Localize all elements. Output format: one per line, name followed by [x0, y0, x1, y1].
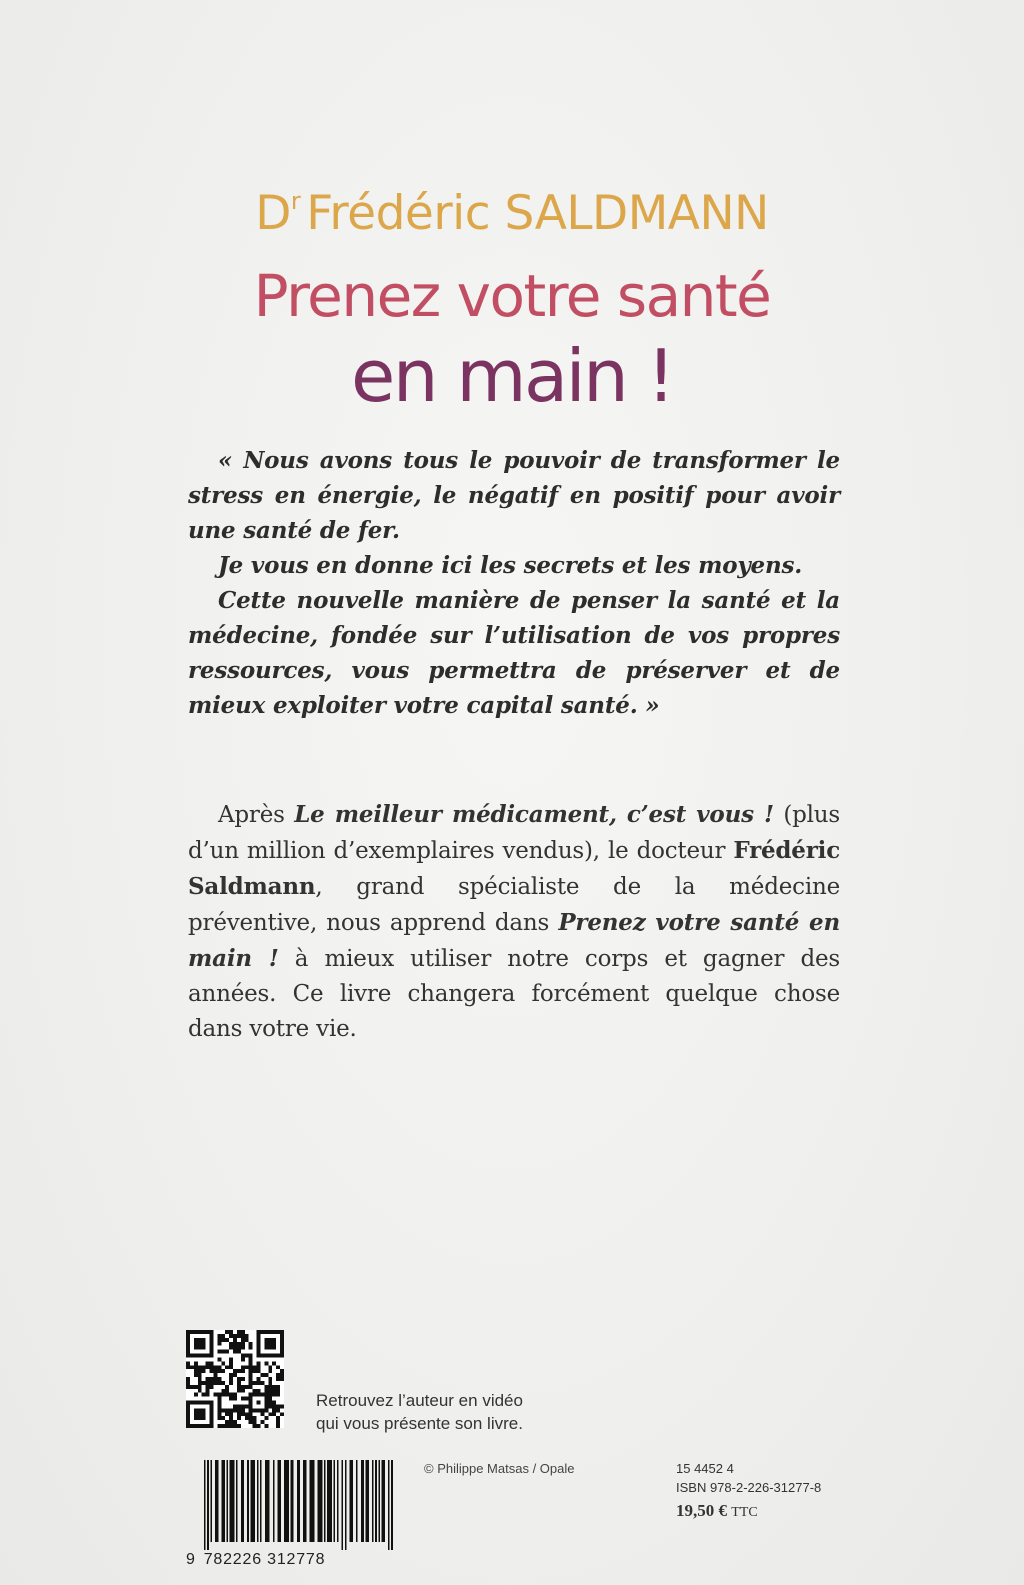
price-suffix: TTC	[731, 1505, 758, 1520]
barcode-icon	[204, 1460, 394, 1550]
blurb-author-name: Frédéric Saldmann	[188, 837, 840, 900]
qr-caption-line1: Retrouvez l’auteur en vidéo	[316, 1391, 523, 1410]
blurb-text-2: (plus d’un million d’exemplaires vendus), le docteur	[188, 802, 841, 864]
book-title-line2: en main !	[351, 334, 673, 418]
author-quote	[188, 443, 840, 723]
blurb-paragraph	[188, 797, 840, 1047]
book-title-line1: Prenez votre santé	[253, 262, 771, 330]
author-name	[0, 186, 1024, 241]
quote-paragraph-1: « Nous avons tous le pouvoir de transformer le stress en énergie, le négatif en positif pour avoir une santé de fer.	[188, 447, 840, 544]
photo-credit: © Philippe Matsas / Opale	[424, 1461, 575, 1476]
blurb-book-title-2: Prenez votre santé en main !	[188, 909, 840, 972]
author-prefix-sup: r	[290, 187, 301, 215]
blurb-book-title-1: Le meilleur médicament, c’est vous !	[294, 801, 774, 828]
qr-code-icon[interactable]	[186, 1330, 284, 1428]
barcode-digits	[186, 1551, 401, 1569]
quote-paragraph-2: Je vous en donne ici les secrets et les moyens.	[218, 552, 803, 579]
blurb-text-4: à mieux utiliser notre corps et gagner des années. Ce livre changera forcément quelque chose dans votre vie.	[188, 946, 840, 1042]
barcode-digits-rest: 782226 312778	[203, 1551, 326, 1568]
quote-paragraph-3: Cette nouvelle manière de penser la santé et la médecine, fondée sur l’utilisation de vos propres ressources, vous permettra de préserver et de mieux exploiter votre capital santé. »	[188, 587, 840, 719]
isbn: ISBN 978-2-226-31277-8	[676, 1480, 822, 1495]
author-prefix: D	[255, 186, 291, 241]
author-fullname: Frédéric SALDMANN	[306, 186, 769, 241]
barcode-digit-first: 9	[186, 1551, 196, 1568]
product-code: 15 4452 4	[676, 1461, 734, 1476]
blurb-text-1: Après	[218, 802, 295, 828]
qr-caption	[316, 1389, 636, 1435]
qr-caption-line2: qui vous présente son livre.	[316, 1414, 523, 1433]
price	[676, 1501, 876, 1522]
price-value: 19,50 €	[676, 1501, 727, 1520]
blurb-text-3: , grand spécialiste de la médecine préventive, nous apprend dans	[188, 874, 840, 936]
book-blurb	[188, 797, 840, 1047]
price-block	[676, 1459, 876, 1522]
